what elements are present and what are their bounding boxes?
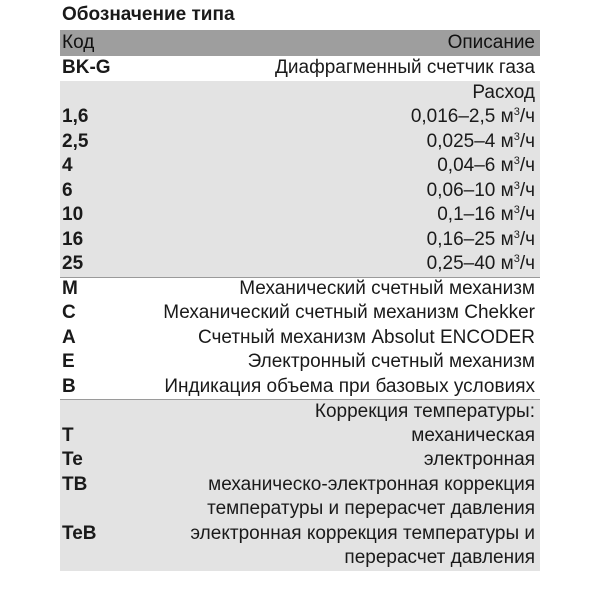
unit-superscript: 3 (513, 179, 520, 192)
row-code: C (62, 302, 76, 324)
table-header (60, 30, 540, 56)
unit-base: м (500, 204, 514, 226)
row-code: 2,5 (62, 130, 89, 152)
row-description (437, 204, 535, 226)
row-description: Коррекция температуры: (314, 400, 535, 422)
unit-base: м (500, 155, 514, 177)
table-row (60, 497, 540, 522)
row-code: 25 (62, 253, 84, 275)
unit-superscript: 3 (513, 155, 520, 168)
row-description: перерасчет давления (344, 547, 535, 569)
table-row (60, 424, 540, 449)
table-row (60, 154, 540, 179)
flow-range: 0,16–25 (426, 228, 496, 250)
table-body (60, 56, 540, 571)
table-row (60, 179, 540, 204)
row-description: механическо-электронная коррекция (208, 473, 535, 495)
flow-unit (501, 131, 535, 152)
unit-tail: /ч (519, 253, 535, 275)
row-description (427, 253, 535, 275)
table-row (60, 105, 540, 130)
flow-unit (501, 229, 535, 250)
row-code: 6 (62, 179, 73, 201)
unit-tail: /ч (519, 228, 535, 250)
row-description: Счетный механизм Absolut ENCODER (198, 326, 535, 348)
unit-base: м (500, 130, 514, 152)
flow-range: 0,1–16 (437, 204, 496, 226)
row-description: механическая (411, 424, 535, 446)
table-row (60, 130, 540, 155)
row-code: T (62, 424, 74, 446)
unit-base: м (500, 179, 514, 201)
table-row (60, 277, 540, 302)
unit-tail: /ч (519, 204, 535, 226)
flow-unit (501, 204, 535, 225)
table-row (60, 56, 540, 81)
table-row (60, 522, 540, 547)
unit-base: м (500, 253, 514, 275)
row-description: Диафрагменный счетчик газа (275, 57, 535, 79)
flow-range: 0,25–40 (426, 253, 496, 275)
unit-tail: /ч (519, 179, 535, 201)
row-description (427, 131, 535, 153)
row-description: электронная коррекция температуры и (190, 522, 535, 544)
row-description (427, 180, 535, 202)
row-description: Механический счетный механизм (239, 278, 535, 300)
row-code: 16 (62, 228, 84, 250)
unit-superscript: 3 (513, 253, 520, 266)
row-code: B (62, 375, 76, 397)
table-row (60, 375, 540, 400)
table-row (60, 301, 540, 326)
row-description: Индикация объема при базовых условиях (164, 375, 535, 397)
row-code: 1,6 (62, 106, 89, 128)
row-description: Механический счетный механизм Chekker (163, 302, 535, 324)
unit-superscript: 3 (513, 228, 520, 241)
row-description (427, 229, 535, 251)
row-description: электронная (423, 449, 535, 471)
flow-unit (501, 180, 535, 201)
unit-tail: /ч (519, 106, 535, 128)
unit-superscript: 3 (513, 130, 520, 143)
type-designation-table (60, 0, 540, 571)
row-code: Te (62, 449, 83, 471)
row-code: TB (62, 473, 88, 495)
table-row (60, 81, 540, 106)
unit-tail: /ч (519, 130, 535, 152)
table-row (60, 203, 540, 228)
row-code: E (62, 351, 75, 373)
row-code: A (62, 326, 76, 348)
row-description: температуры и перерасчет давления (207, 498, 535, 520)
flow-unit (501, 253, 535, 274)
table-row (60, 546, 540, 571)
page-title: Обозначение типа (62, 4, 235, 25)
row-description: Электронный счетный механизм (247, 351, 535, 373)
table-row (60, 448, 540, 473)
table-row (60, 399, 540, 424)
row-code: 4 (62, 155, 73, 177)
unit-base: м (500, 228, 514, 250)
flow-unit (501, 106, 535, 127)
flow-unit (501, 155, 535, 176)
flow-range: 0,04–6 (437, 155, 496, 177)
flow-range: 0,016–2,5 (410, 106, 496, 128)
unit-superscript: 3 (513, 106, 520, 119)
table-row (60, 252, 540, 277)
unit-base: м (500, 106, 514, 128)
row-code: TeB (62, 522, 97, 544)
flow-range: 0,06–10 (426, 179, 496, 201)
flow-range: 0,025–4 (426, 130, 496, 152)
table-row (60, 326, 540, 351)
table-row (60, 350, 540, 375)
table-row (60, 473, 540, 498)
header-code: Код (62, 32, 95, 53)
unit-tail: /ч (519, 155, 535, 177)
unit-superscript: 3 (513, 204, 520, 217)
row-code: M (62, 278, 78, 300)
row-code: 10 (62, 204, 84, 226)
table-row (60, 228, 540, 253)
row-code: BK-G (62, 57, 111, 79)
header-description: Описание (447, 32, 535, 53)
row-description (411, 106, 535, 128)
row-description (437, 155, 535, 177)
row-description: Расход (472, 81, 535, 103)
